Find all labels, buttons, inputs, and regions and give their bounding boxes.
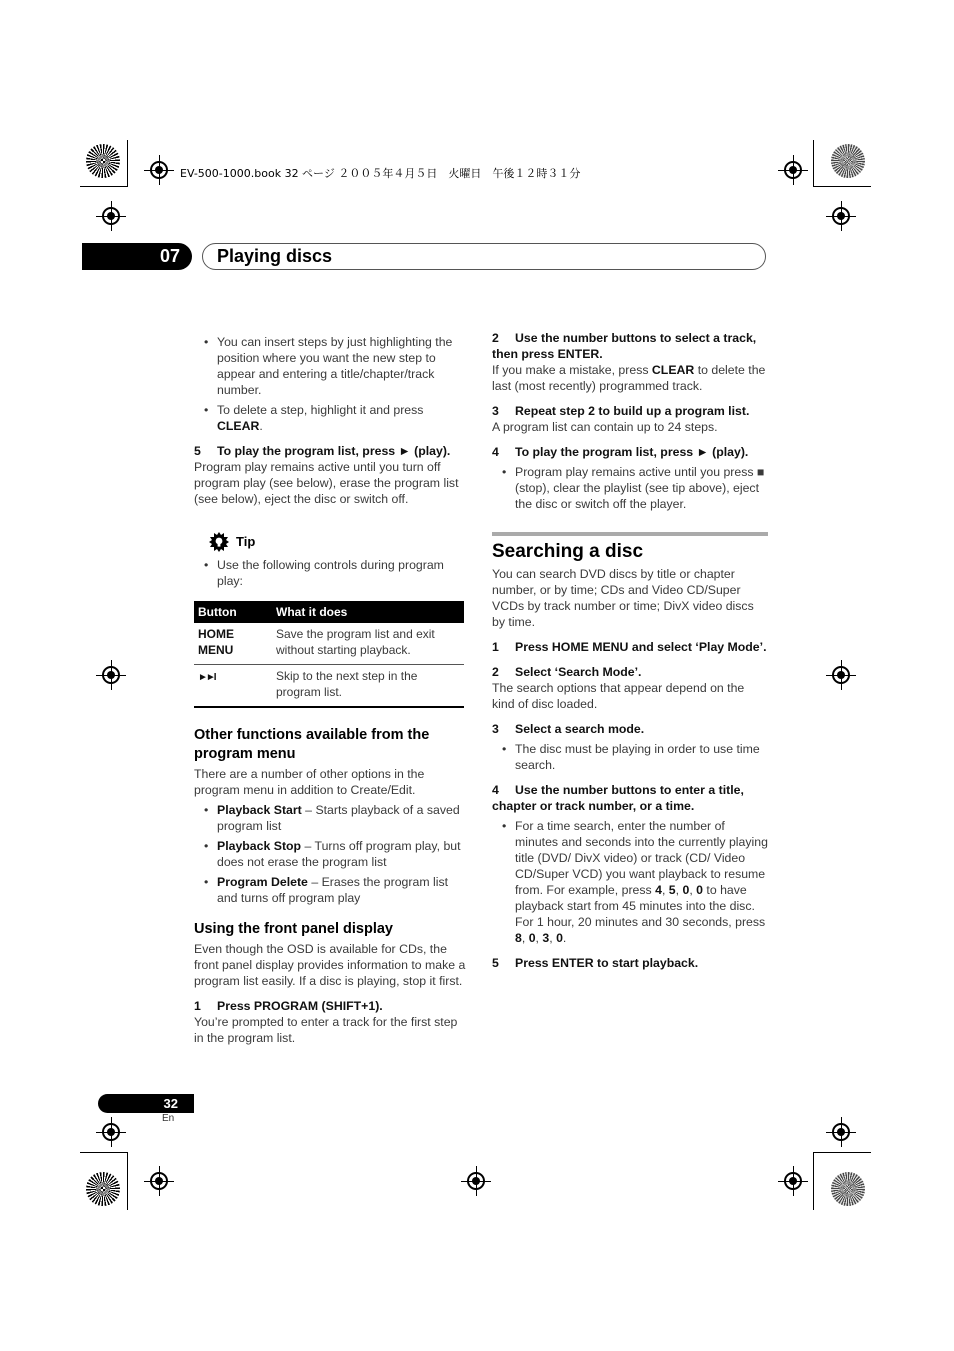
step-heading (492, 721, 768, 737)
step-number: 1 (194, 999, 201, 1013)
step-text: Repeat step 2 to build up a program list. (515, 404, 750, 418)
key-name: CLEAR (651, 363, 695, 377)
option-name: Playback Start (217, 803, 302, 817)
key-digit: 0 (696, 883, 703, 897)
left-column (194, 330, 470, 1046)
table-row (194, 623, 464, 665)
option-text: – Starts playback of a saved program list (217, 803, 460, 833)
key-digit: 3 (542, 931, 550, 945)
registration-target (102, 1123, 120, 1141)
registration-target (102, 666, 120, 684)
step-number: 3 (492, 722, 499, 736)
step-text: Use the number buttons to select a track, then press ENTER. (492, 331, 757, 361)
list-item: • Program play remains active until you press ■ (stop), clear the playlist (see tip above), eject the disc or switch off the player. (492, 464, 768, 512)
step-heading (492, 955, 768, 971)
tip-heading (194, 531, 470, 553)
step-text: Use the number buttons to enter a title, chapter or track number, or a time. (492, 783, 744, 813)
skip-next-icon: ►►I (198, 672, 215, 683)
list-item (194, 874, 470, 906)
step-heading (194, 998, 470, 1014)
registration-target (784, 161, 802, 179)
step-heading (492, 444, 768, 460)
registration-target (784, 1172, 802, 1190)
table-cell-button: HOME MENU (194, 623, 272, 665)
controls-table (194, 601, 464, 708)
step-text: Press PROGRAM (SHIFT+1). (217, 999, 383, 1013)
registration-target (150, 1172, 168, 1190)
list-item-text: To delete a step, highlight it and press (217, 403, 424, 417)
crop-line (813, 186, 871, 187)
table-row (194, 665, 464, 708)
step-heading (492, 330, 768, 362)
crop-line (813, 1152, 871, 1153)
list-item-text: . (562, 931, 567, 945)
step-heading (492, 639, 768, 655)
crop-line (127, 1152, 128, 1210)
step-text: Select a search mode. (515, 722, 645, 736)
step-text: Press HOME MENU and select ‘Play Mode’. (515, 640, 767, 654)
list-item (194, 802, 470, 834)
separator: , (689, 883, 697, 897)
step-body-text: to delete the last (most recently) programmed track. (492, 363, 766, 393)
table-cell-description: Save the program list and exit without starting playback. (272, 623, 464, 665)
list-item (492, 818, 768, 946)
registration-burst-bottom-right (831, 1172, 865, 1206)
step-body-text: If you make a mistake, press (492, 363, 652, 377)
step-number: 2 (492, 331, 499, 345)
crop-line (127, 140, 128, 186)
registration-burst-bottom-left (86, 1172, 120, 1206)
chapter-number: 07 (82, 243, 192, 270)
separator: , (661, 883, 669, 897)
table-cell-button (194, 665, 272, 708)
registration-target (832, 207, 850, 225)
crop-line (813, 1152, 814, 1210)
crop-line (80, 186, 128, 187)
step-number: 5 (194, 444, 201, 458)
step-number: 4 (492, 445, 499, 459)
table-header-cell: Button (194, 601, 272, 623)
step-heading (492, 664, 768, 680)
registration-burst-top-right (831, 144, 865, 178)
chapter-title: Playing discs (202, 243, 766, 270)
section-heading: Other functions available from the program menu (194, 727, 430, 762)
key-digit: 5 (668, 883, 676, 897)
list-item: • Use the following controls during program play: (194, 557, 470, 589)
option-name: Program Delete (217, 875, 308, 889)
step-body: Program play remains active until you turn off program play (see below), erase the program list (see below), eject the disc or switch off. (194, 460, 459, 506)
step-heading (492, 782, 768, 814)
separator: , (521, 931, 529, 945)
list-item-text: For a time search, enter the number of minutes and seconds into the currently playing title (DVD/ DivX video) or track (CD/ Video CD/Super VCD) you want playback to resume from. For example, press (515, 819, 768, 897)
key-digit: 0 (528, 931, 536, 945)
registration-target (832, 666, 850, 684)
step-text: To play the program list, press ► (play). (515, 445, 749, 459)
registration-target (150, 161, 168, 179)
step-text: To play the program list, press ► (play). (217, 444, 451, 458)
crop-line (80, 1152, 128, 1153)
key-digit: 0 (682, 883, 690, 897)
separator: , (535, 931, 543, 945)
key-name: CLEAR (217, 419, 260, 433)
page-language: En (162, 1113, 175, 1124)
tip-label: Tip (236, 534, 256, 549)
section-title: Searching a disc (492, 541, 644, 562)
step-number: 5 (492, 956, 499, 970)
lightbulb-icon (208, 531, 230, 553)
list-item (194, 402, 470, 434)
list-item (194, 838, 470, 870)
step-heading (194, 443, 470, 459)
step-body: You’re prompted to enter a track for the first step in the program list. (194, 1015, 458, 1045)
key-digit: 8 (515, 931, 522, 945)
right-column (492, 321, 768, 971)
table-header-cell: What it does (272, 601, 464, 623)
step-number: 2 (492, 665, 499, 679)
separator: , (549, 931, 557, 945)
list-item-text: . (259, 419, 263, 433)
book-info-line: EV-500-1000.book 32 ページ ２００５年４月５日 火曜日 午後１２時３１分 (180, 167, 581, 180)
page-number: 32 (98, 1094, 194, 1113)
step-body: The search options that appear depend on the kind of disc loaded. (492, 681, 745, 711)
list-item: • The disc must be playing in order to use time search. (492, 741, 768, 773)
option-text: – Turns off program play, but does not erase the program list (217, 839, 461, 869)
table-cell-description: Skip to the next step in the program list. (272, 665, 464, 708)
step-number: 1 (492, 640, 499, 654)
step-heading (492, 403, 768, 419)
option-name: Playback Stop (217, 839, 302, 853)
crop-line (813, 140, 814, 186)
paragraph: You can search DVD discs by title or chapter number, or by time; CDs and Video CD/Super VCDs by track number or time; DivX video discs by time. (492, 567, 754, 629)
list-item: • You can insert steps by just highlighting the position where you want the new step to appear and entering a title/chapter/track number. (194, 334, 470, 398)
separator: , (675, 883, 683, 897)
list-item-text: to have playback start from 45 minutes into the disc. For 1 hour, 20 minutes and 30 seconds, press (515, 883, 766, 929)
registration-target (832, 1123, 850, 1141)
step-text: Press ENTER to start playback. (515, 956, 699, 970)
section-rule (492, 532, 768, 536)
registration-target (102, 207, 120, 225)
paragraph: There are a number of other options in the program menu in addition to Create/Edit. (194, 767, 425, 797)
key-digit: 4 (655, 883, 662, 897)
registration-burst-top-left (86, 144, 120, 178)
step-body: A program list can contain up to 24 steps. (492, 420, 718, 434)
section-heading: Using the front panel display (194, 921, 393, 937)
option-text: – Erases the program list and turns off program play (217, 875, 449, 905)
step-body (492, 362, 768, 394)
step-text: Select ‘Search Mode’. (515, 665, 642, 679)
step-number: 4 (492, 783, 499, 797)
key-digit: 0 (556, 931, 563, 945)
step-number: 3 (492, 404, 499, 418)
registration-target (467, 1172, 485, 1190)
paragraph: Even though the OSD is available for CDs, the front panel display provides information to make a program list easily. If a disc is playing, stop it first. (194, 942, 466, 988)
table-header-row (194, 601, 464, 623)
